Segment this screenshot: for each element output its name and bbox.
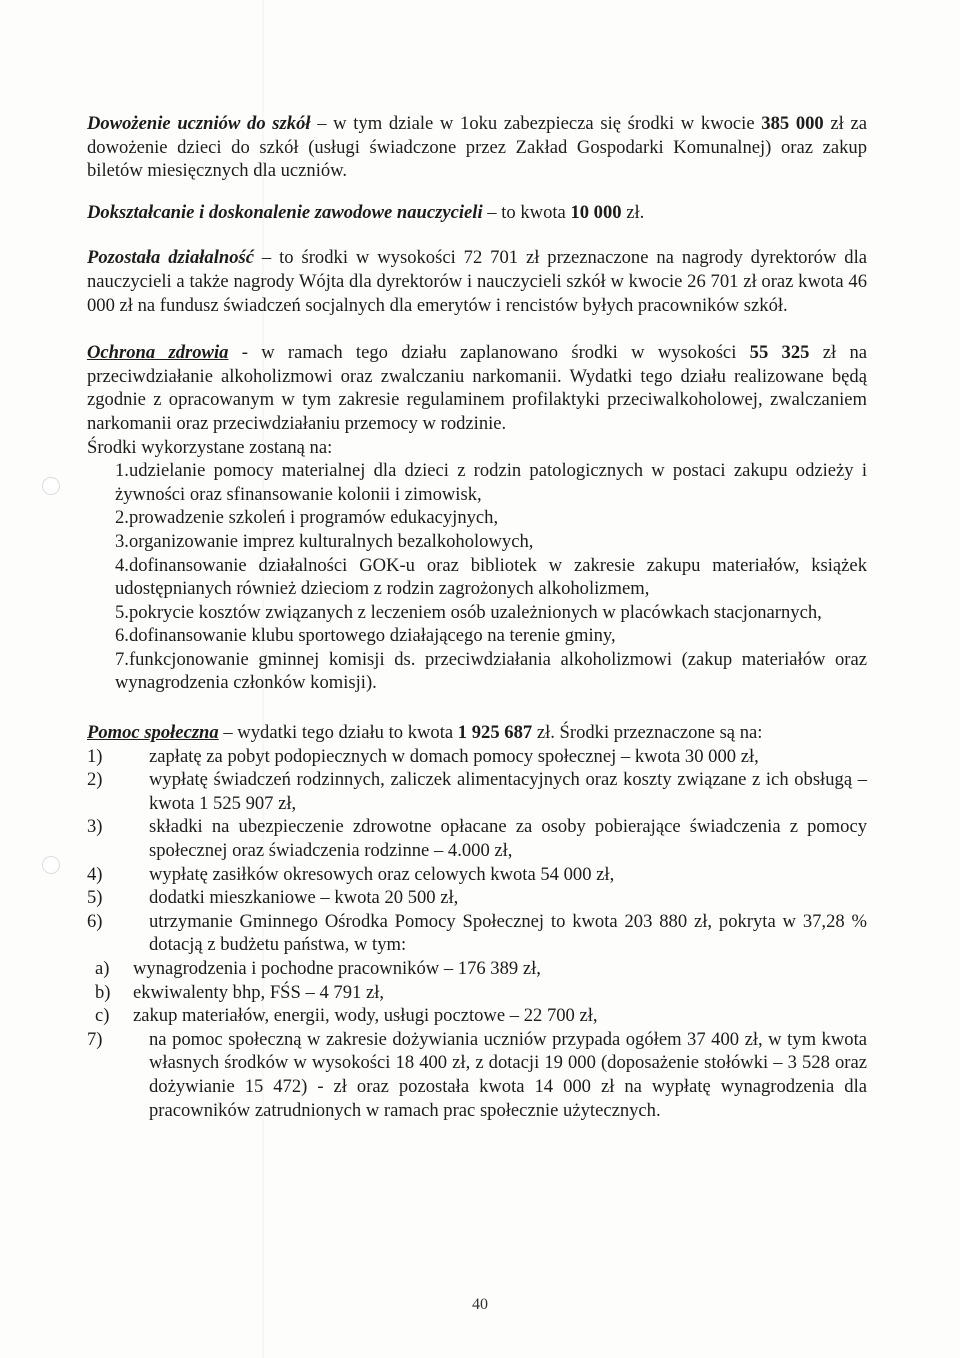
page-number: 40 [472, 1296, 488, 1313]
document-page [87, 112, 867, 1122]
paragraph-social-aid: Pomoc społeczna – wydatki tego działu to kwota 1 925 687 zł. Środki przeznaczone są na: [87, 722, 763, 744]
list-item: 6) utrzymanie Gminnego Ośrodka Pomocy Społecznej to kwota 203 880 zł, pokryta w 37,28 % dotacją z budżetu państwa, w tym: [87, 910, 867, 956]
list-item: 6.dofinansowanie klubu sportowego działającego na terenie gminy, [115, 625, 616, 647]
list-item: 7) na pomoc społeczną w zakresie dożywiania uczniów przypada ogółem 37 400 zł, w tym kwota własnych środków w wysokości 18 400 zł, z dotacji 19 000 (doposażenie stołówki – 3 528 oraz dożywianie 15 472) - zł oraz pozostała kwota 14 000 zł na wypłatę wynagrodzenia dla pracowników zatrudnionych w ramach prac społecznie użytecznych. [87, 1028, 867, 1121]
list-item: 2) wypłatę świadczeń rodzinnych, zaliczek alimentacyjnych oraz koszty związane z ich obsługą – kwota 1 525 907 zł, [87, 769, 867, 814]
sub-list-item: b) ekwiwalenty bhp, FŚS – 4 791 zł, [95, 981, 385, 1003]
list-item: 2.prowadzenie szkoleń i programów edukacyjnych, [115, 507, 499, 529]
list-item: 5.pokrycie kosztów związanych z leczeniem osób uzależnionych w placówkach stacjonarnych, [115, 601, 822, 623]
health-intro: Środki wykorzystane zostaną na: [87, 436, 333, 458]
sub-list-item: c) zakup materiałów, energii, wody, usługi pocztowe – 22 700 zł, [95, 1005, 598, 1027]
paragraph-school-transport: Dowożenie uczniów do szkół – w tym dziale w 1oku zabezpiecza się środki w kwocie 385 000 zł za dowożenie dzieci do szkół (usługi świadczone przez Zakład Gospodarki Komunalnej) oraz zakup biletów miesięcznych dla uczniów. [87, 113, 867, 182]
paragraph-health: Ochrona zdrowia - w ramach tego działu zaplanowano środki w wysokości 55 325 zł na przeciwdziałanie alkoholizmowi oraz zwalczaniu narkomanii. Wydatki tego działu realizowane będą zgodnie z opracowanym w tym zakresie regulaminem profilaktyki przeciwalkoholowej, zwalczaniem narkomanii oraz przeciwdziałaniu przemocy w rodzinie. [87, 342, 867, 434]
sub-list-item: a) wynagrodzenia i pochodne pracowników – 176 389 zł, [95, 958, 541, 979]
section-title: Dowożenie uczniów do szkół [87, 113, 311, 134]
list-item: 4) wypłatę zasiłków okresowych oraz celowych kwota 54 000 zł, [87, 863, 615, 885]
paragraph-teacher-training: Dokształcanie i doskonalenie zawodowe nauczycieli – to kwota 10 000 zł. [87, 201, 645, 223]
list-item: 3) składki na ubezpieczenie zdrowotne opłacane za osoby pobierające świadczenia z pomocy społecznej oraz świadczenia rodzinne – 4.000 zł, [87, 816, 867, 862]
section-social-aid [87, 721, 867, 1122]
list-item: 7.funkcjonowanie gminnej komisji ds. przeciwdziałania alkoholizmowi (zakup materiałów oraz wynagrodzenia członków komisji). [115, 648, 867, 694]
section-health [87, 341, 867, 695]
list-item: 3.organizowanie imprez kulturalnych bezalkoholowych, [115, 530, 534, 552]
list-item: 4.dofinansowanie działalności GOK-u oraz bibliotek w zakresie zakupu materiałów, książek udostępnianych również dzieciom z rodzin zagrożonych alkoholizmem, [115, 554, 867, 600]
binder-hole [42, 856, 60, 874]
paragraph-other-activity: Pozostała działalność – to środki w wysokości 72 701 zł przeznaczone na nagrody dyrektorów dla nauczycieli a także nagrody Wójta dla dyrektorów i nauczycieli szkół w kwocie 26 701 zł oraz kwota 46 000 zł na fundusz świadczeń socjalnych dla emerytów i rencistów byłych pracowników szkół. [87, 247, 867, 316]
list-item: 1.udzielanie pomocy materialnej dla dzieci z rodzin patologicznych w postaci zakupu odzieży i żywności oraz sfinansowanie kolonii i zimowisk, [115, 460, 867, 505]
section-title: Pomoc społeczna [87, 722, 219, 744]
list-item: 5) dodatki mieszkaniowe – kwota 20 500 zł, [87, 887, 459, 909]
section-title: Pozostała działalność [87, 247, 255, 269]
section-title: Dokształcanie i doskonalenie zawodowe nauczycieli [87, 201, 483, 223]
list-item: 1) zapłatę za pobyt podopiecznych w domach pomocy społecznej – kwota 30 000 zł, [87, 745, 759, 767]
binder-hole [42, 477, 60, 495]
section-title: Ochrona zdrowia [87, 342, 229, 364]
